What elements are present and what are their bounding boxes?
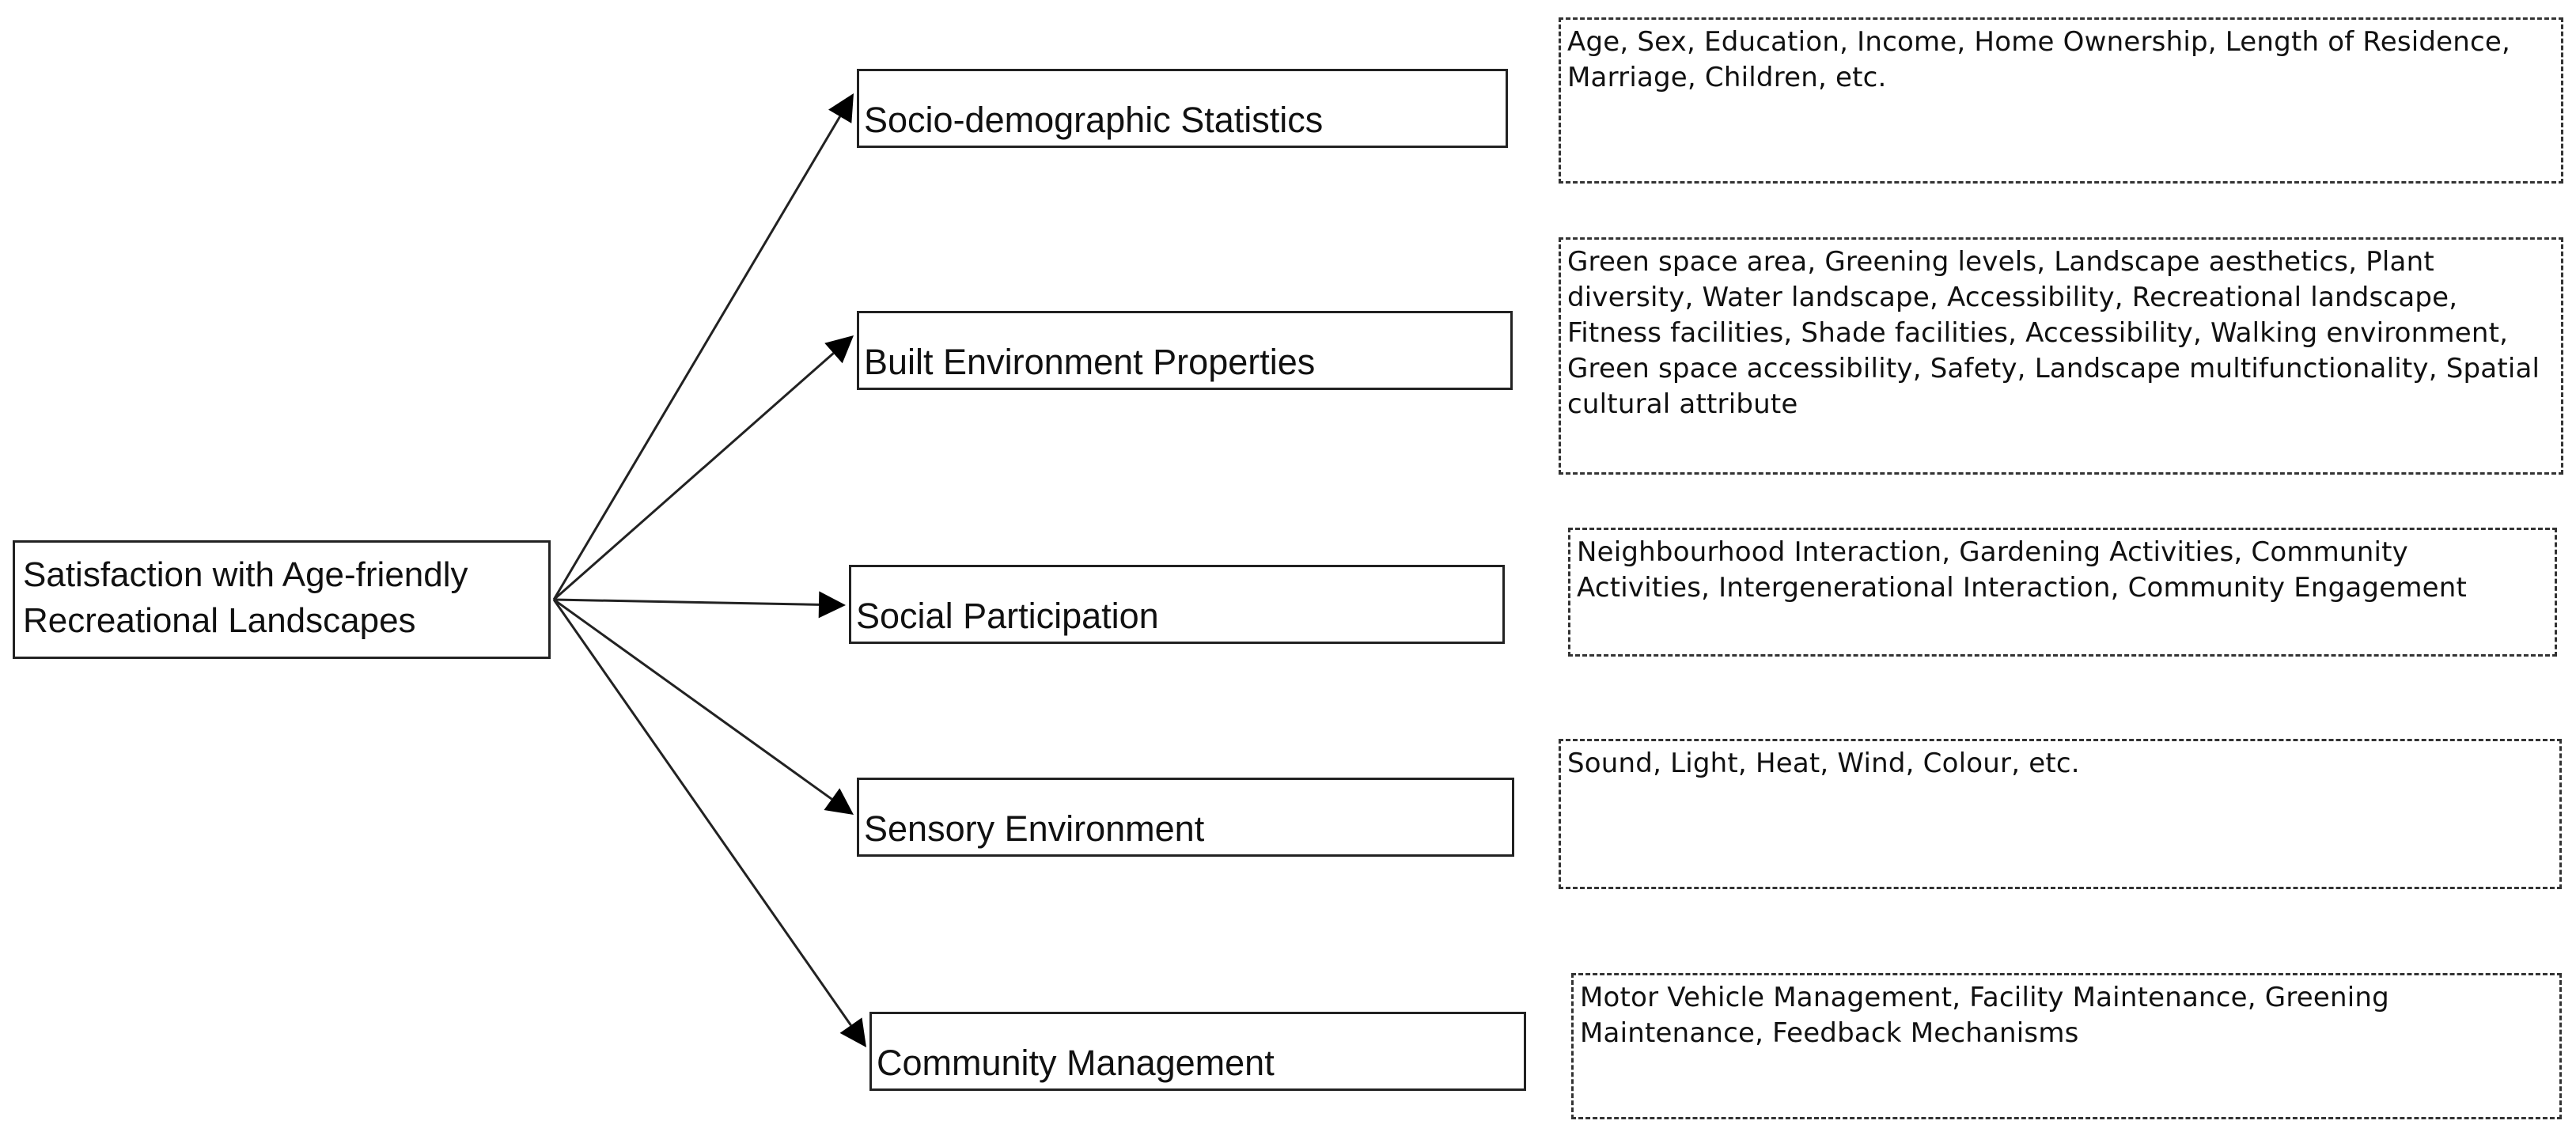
root-node-box xyxy=(13,540,551,659)
root-node-label: Satisfaction with Age-friendly Recreational Landscapes xyxy=(23,555,468,640)
detail-text: Sound, Light, Heat, Wind, Colour, etc. xyxy=(1567,748,2080,779)
detail-text: Neighbourhood Interaction, Gardening Activities, Community Activities, Intergenerational Interaction, Community Engagement xyxy=(1577,536,2468,604)
category-box-social-participation xyxy=(849,565,1505,644)
category-label: Built Environment Properties xyxy=(864,342,1316,382)
connector-line-socio-demographic xyxy=(554,116,840,600)
arrowhead-sensory-environment xyxy=(824,788,854,815)
category-label: Socio-demographic Statistics xyxy=(864,100,1324,140)
connector-line-sensory-environment xyxy=(554,600,832,799)
detail-box-socio-demographic xyxy=(1559,17,2563,184)
category-box-sensory-environment xyxy=(857,778,1514,857)
arrowhead-socio-demographic xyxy=(828,93,854,123)
category-box-community-management xyxy=(869,1012,1526,1091)
detail-text: Motor Vehicle Management, Facility Maintenance, Greening Maintenance, Feedback Mechanisms xyxy=(1580,982,2389,1049)
category-box-built-environment xyxy=(857,311,1513,390)
category-label: Community Management xyxy=(877,1043,1275,1083)
arrowhead-community-management xyxy=(840,1017,866,1047)
detail-text: Green space area, Greening levels, Landscape aesthetics, Plant diversity, Water landscape, Accessibility, Recreational landscape, Fitness facilities, Shade facilities, Accessibility, Walking environment, Green space accessibility, Safety, Landscape multifunctionality, Spatial cultural attribute xyxy=(1567,246,2540,420)
category-box-socio-demographic xyxy=(857,69,1508,148)
detail-box-built-environment xyxy=(1559,237,2563,475)
detail-box-social-participation xyxy=(1568,528,2557,657)
connector-line-community-management xyxy=(554,600,851,1025)
connector-line-built-environment xyxy=(554,353,833,600)
detail-text: Age, Sex, Education, Income, Home Ownership, Length of Residence, Marriage, Children, etc. xyxy=(1567,26,2511,93)
arrowhead-built-environment xyxy=(824,335,854,363)
category-label: Social Participation xyxy=(856,596,1159,636)
arrowhead-social-participation xyxy=(819,591,846,618)
category-label: Sensory Environment xyxy=(864,808,1205,849)
detail-box-sensory-environment xyxy=(1559,739,2562,889)
detail-box-community-management xyxy=(1571,973,2562,1119)
connector-line-social-participation xyxy=(554,600,819,604)
